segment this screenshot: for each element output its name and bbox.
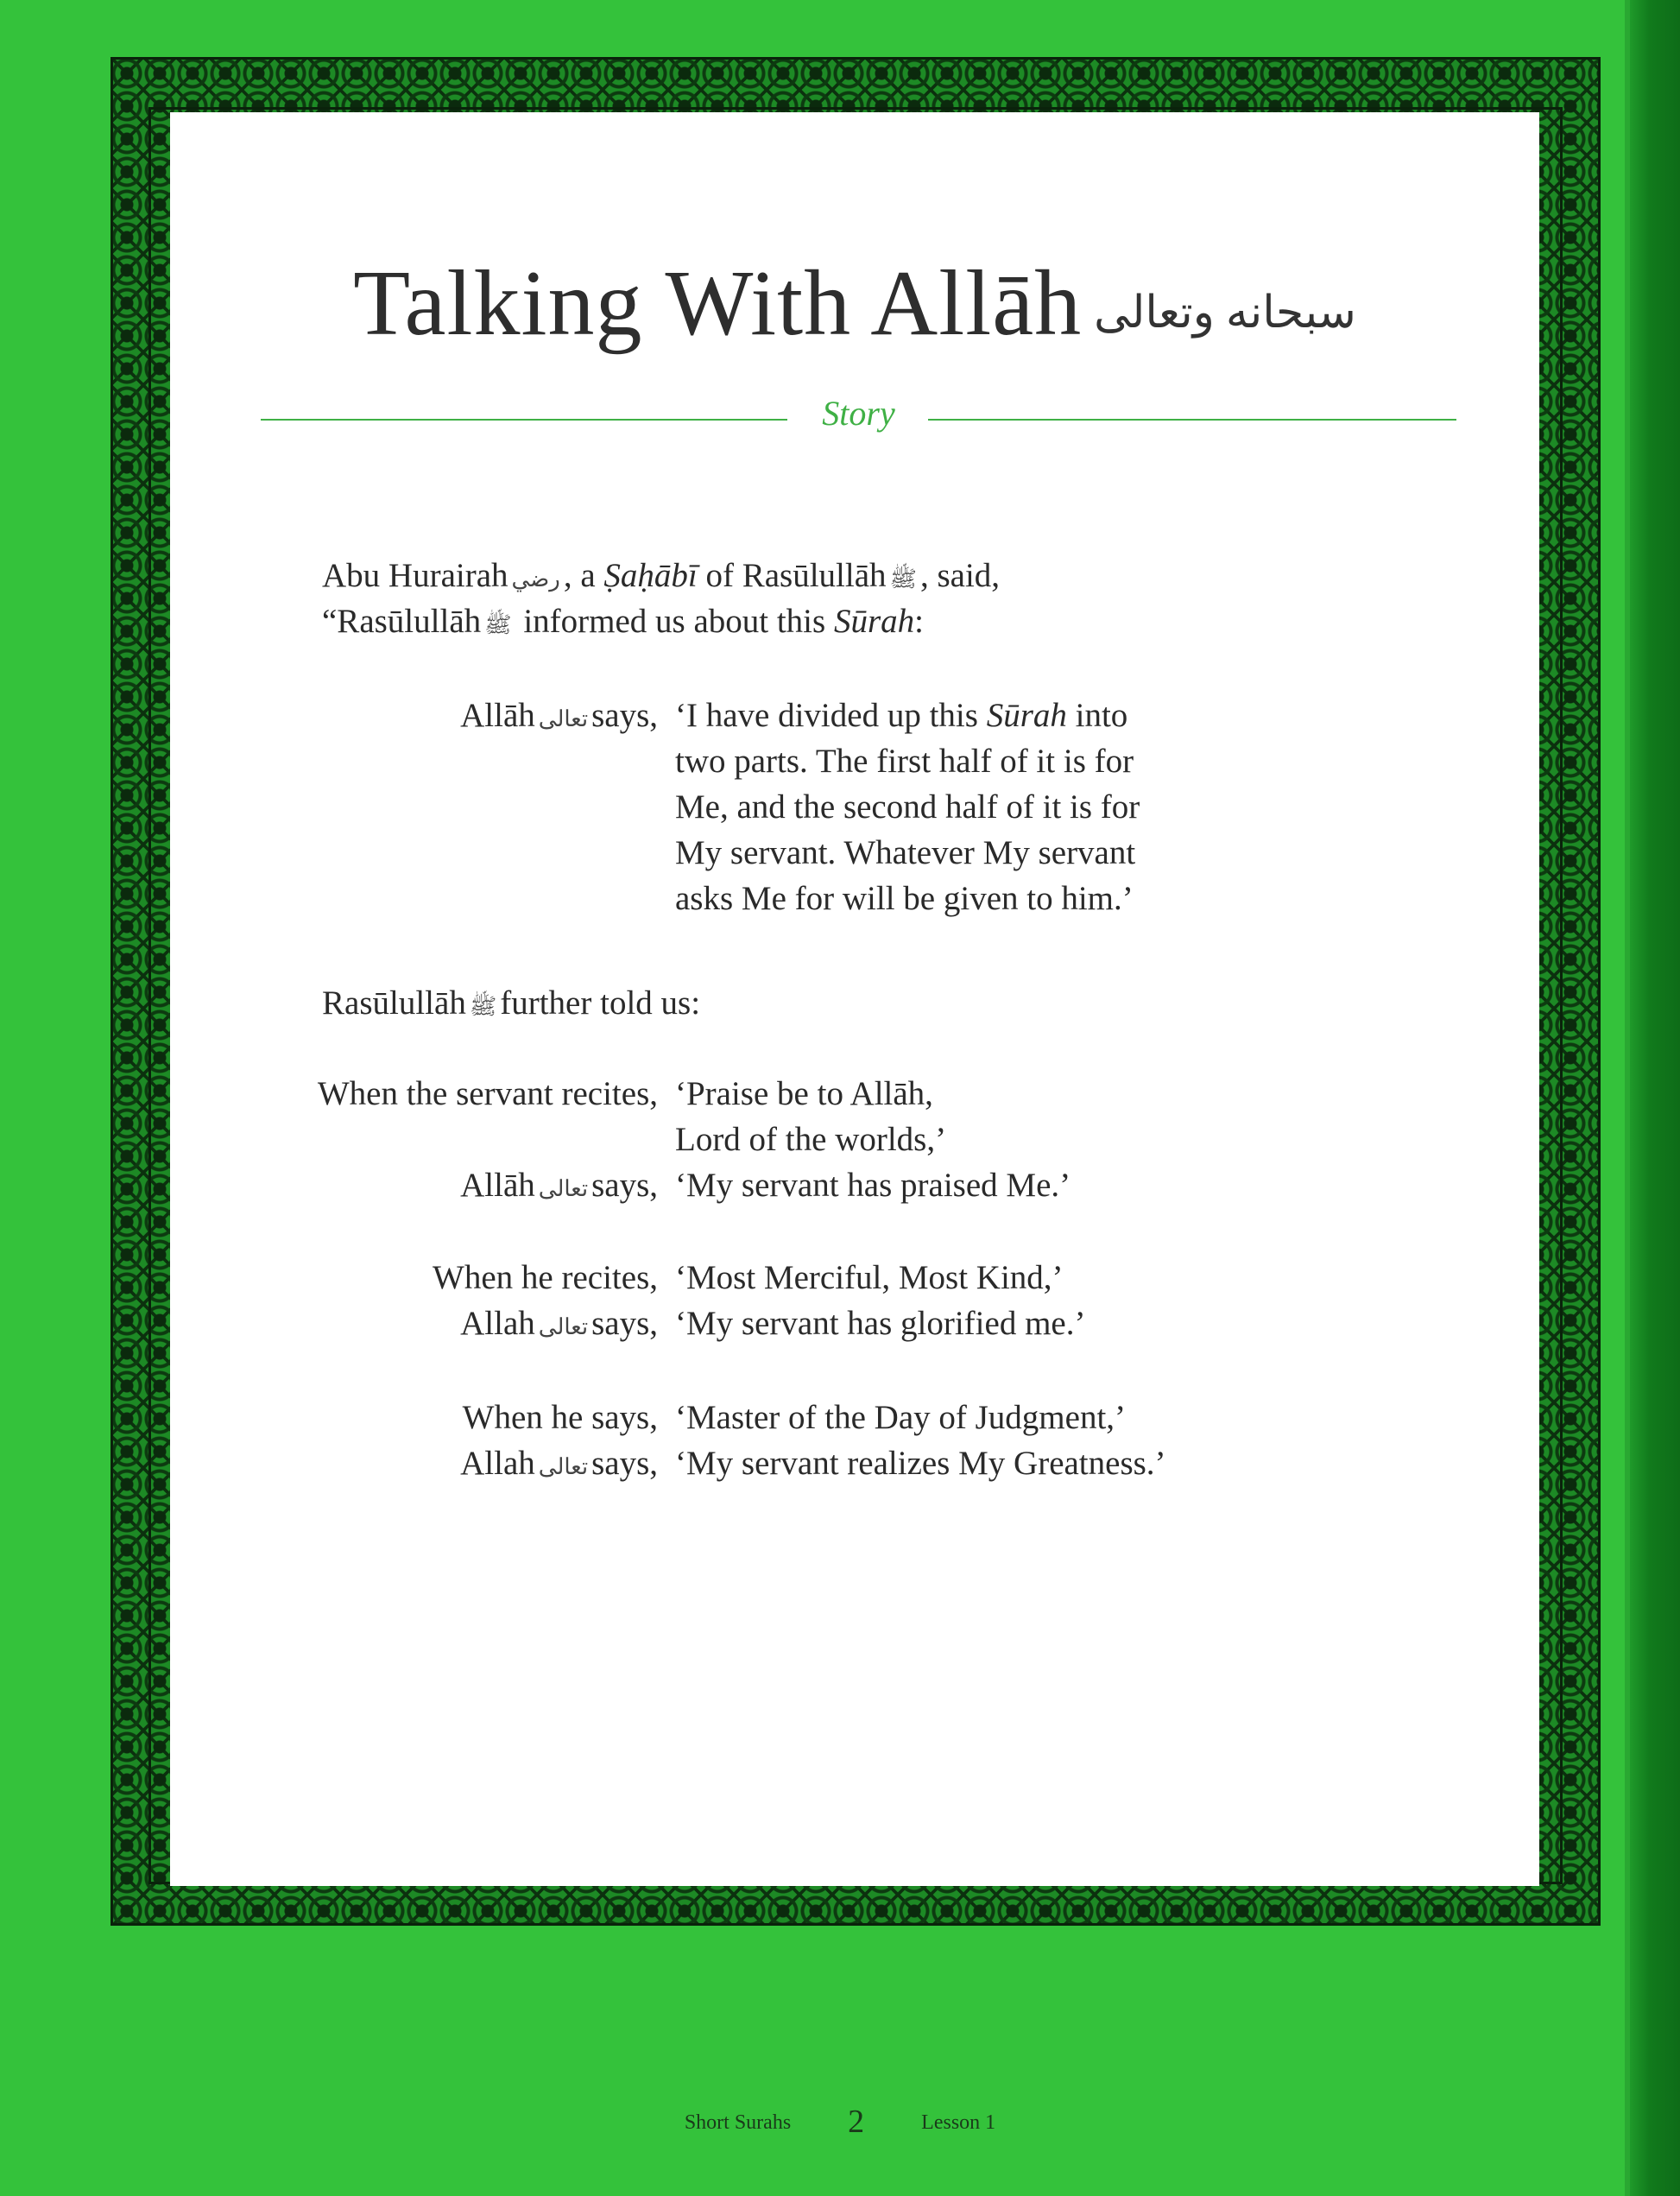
allah-reply: ‘My servant has glorified me.’ [675,1305,1086,1342]
text: says, [591,1305,658,1342]
text: Allāh [460,1167,535,1204]
content-panel [170,112,1539,1886]
quote-line [675,693,1297,738]
quote-line: asks Me for will be given to him.’ [675,880,1134,917]
title-text: Talking With Allāh [353,252,1083,355]
text: says, [591,1167,658,1204]
taala-icon: تعالى [538,1313,589,1339]
taala-icon: تعالى [538,1175,589,1201]
honorific-calligraphy-icon: سبحانه وتعالى [1094,288,1356,339]
taala-icon: تعالى [538,706,589,731]
text: , said, [919,557,1001,594]
salla-icon: ﷺ [484,611,512,637]
surah-term: Sūrah [833,603,915,640]
book-spine [1630,0,1680,2196]
radiallahu-icon: رضي [511,566,560,592]
divider-line-right [928,419,1456,421]
intro-line-2 [322,598,924,648]
text: informed us about this [523,603,826,640]
recitation: ‘Master of the Day of Judgment,’ [675,1399,1127,1436]
allah-reply: ‘My servant realizes My Greatness.’ [675,1445,1166,1482]
text: , a [563,557,596,594]
text: Allah [460,1305,535,1342]
quote-line: Me, and the second half of it is for [675,788,1140,826]
servant-says: When he says, [462,1399,658,1436]
servant-recites: When he recites, [433,1259,658,1296]
speaker-allah [460,1162,658,1212]
text: Abu Hurairah [322,557,508,594]
text: says, [591,697,658,734]
intro-line-1 [322,553,1000,602]
text: of Rasūlullāh [705,557,887,594]
speaker-allah [460,1301,658,1350]
quote-line: Lord of the worlds,’ [675,1121,947,1158]
section-label: Story [822,394,895,433]
quote-line: ‘Praise be to Allāh, [675,1075,933,1112]
servant-recites: When the servant recites, [317,1075,658,1112]
lesson-label: Lesson 1 [921,2111,996,2134]
text: says, [591,1445,658,1482]
text: : [914,603,924,640]
recitation: ‘Most Merciful, Most Kind,’ [675,1259,1064,1296]
text: Rasūlullāh [322,984,466,1022]
salla-icon: ﷺ [889,566,917,592]
allah-reply: ‘My servant has praised Me.’ [675,1167,1071,1204]
text: further told us: [500,984,701,1022]
page-footer [0,2103,1680,2141]
page-number: 2 [848,2104,865,2140]
text: Allāh [460,697,535,734]
text: into [1075,697,1128,734]
quote-line: two parts. The first half of it is for [675,743,1134,780]
recitation [675,1071,1297,1162]
section-divider [261,393,1456,445]
transition-line [322,980,700,1029]
book-title: Short Surahs [684,2111,792,2134]
salla-icon: ﷺ [469,993,497,1019]
text: ‘I have divided up this [675,697,978,734]
text: “Rasūlullāh [322,603,482,640]
sahabi-term: Ṣaḥābī [603,557,698,594]
surah-term: Sūrah [986,697,1067,734]
taala-icon: تعالى [538,1453,589,1479]
quote-line: My servant. Whatever My servant [675,834,1136,871]
text: Allah [460,1445,535,1482]
speaker-allah [460,1440,658,1490]
speaker-allah [460,693,658,742]
allah-quote [675,693,1297,921]
page-title [170,250,1539,358]
